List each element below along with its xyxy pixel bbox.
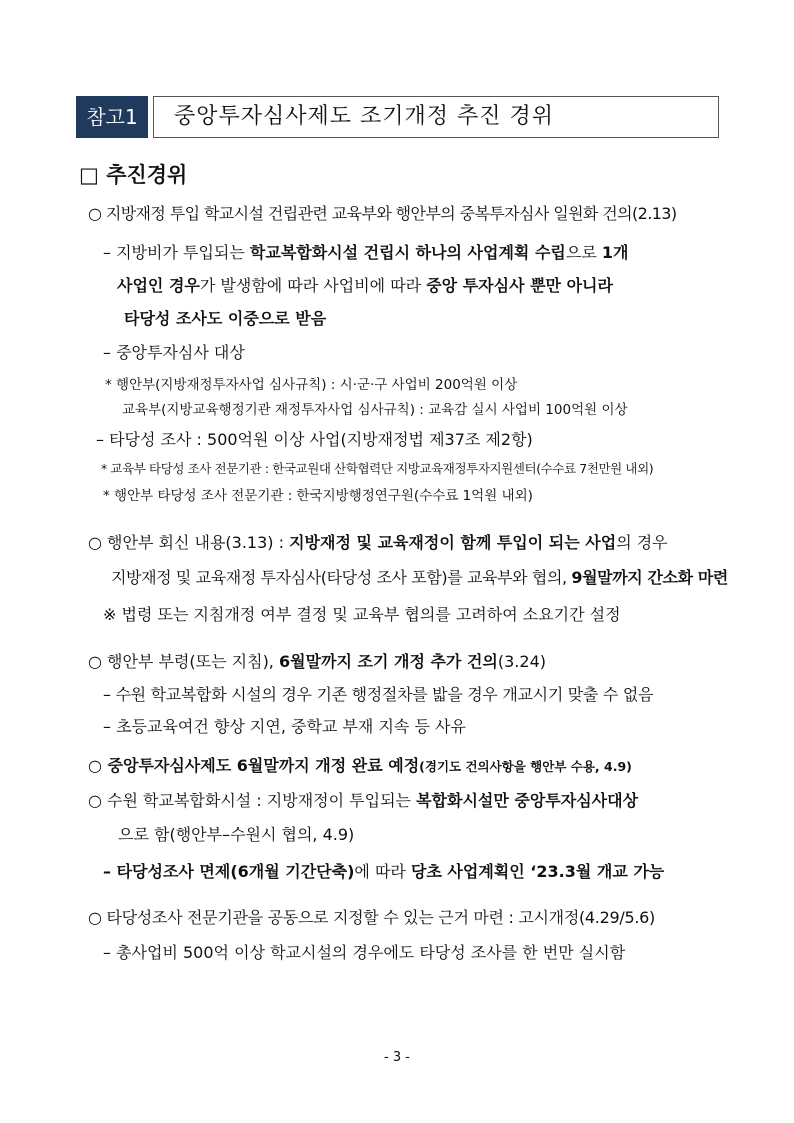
text-bold: 1개	[601, 243, 629, 262]
note-1: * 행안부(지방재정투자사업 심사규칙) : 시·군·구 사업비 200억원 이상	[105, 377, 518, 393]
text: 지방재정 및 교육재정 투자심사(타당성 조사 포함)를 교육부와 협의,	[111, 568, 572, 587]
item-6-sub-1: – 총사업비 500억 이상 학교시설의 경우에도 타당성 조사를 한 번만 실시함	[103, 943, 626, 962]
text: – 지방비가 투입되는	[103, 243, 250, 262]
note-2: 교육부(지방교육행정기관 재정투자사업 심사규칙) : 교육감 실시 사업비 100억원 이상	[122, 402, 628, 418]
item-2-cont	[111, 568, 728, 588]
item-3-sub-1: – 수원 학교복합화 시설의 경우 기존 행정절차를 밟을 경우 개교시기 맞출 수 없음	[103, 685, 654, 704]
text: (3.24)	[497, 652, 546, 671]
item-2	[88, 533, 668, 553]
text: 에 따라	[354, 862, 411, 881]
item-1-sub-1-cont	[117, 276, 613, 296]
text-bold: 복합화시설만 중앙투자심사대상	[416, 791, 639, 810]
item-5-cont: 으로 함(행안부–수원시 협의, 4.9)	[118, 825, 355, 844]
item-1: ○ 지방재정 투입 학교시설 건립관련 교육부와 행안부의 중복투자심사 일원화 건의(2.13)	[88, 204, 677, 223]
item-6: ○ 타당성조사 전문기관을 공동으로 지정할 수 있는 근거 마련 : 고시개정(4.29/5.6)	[88, 908, 655, 927]
item-2-note: ※ 법령 또는 지침개정 여부 결정 및 교육부 협의를 고려하여 소요기간 설정	[103, 605, 621, 624]
item-1-sub-3: – 타당성 조사 : 500억원 이상 사업(지방재정법 제37조 제2항)	[96, 430, 533, 449]
text-bold: (경기도 건의사항을 행안부 수용, 4.9)	[419, 759, 632, 774]
text: 의 경우	[616, 533, 668, 552]
text-bold: 지방재정 및 교육재정이 함께 투입이 되는 사업	[289, 533, 617, 552]
text: ○ 행안부 회신 내용(3.13) :	[88, 533, 290, 552]
text-bold: 사업인 경우	[117, 276, 200, 295]
item-1-sub-2: – 중앙투자심사 대상	[103, 343, 245, 362]
item-3-sub-2: – 초등교육여건 향상 지연, 중학교 부재 지속 등 사유	[103, 717, 466, 736]
section-title: □ 추진경위	[79, 162, 188, 187]
note-3: * 교육부 타당성 조사 전문기관 : 한국교원대 산학협력단 지방교육재정투자지원센터(수수료 7천만원 내외)	[101, 461, 654, 476]
reference-header	[76, 96, 719, 138]
page-number: - 3 -	[384, 1050, 410, 1065]
text-bold: ○ 중앙투자심사제도 6월말까지 개정 완료 예정	[88, 756, 420, 775]
text-bold: 6월말까지 조기 개정 추가 건의	[278, 652, 498, 671]
item-1-sub-1-end: 타당성 조사도 이중으로 받음	[124, 309, 327, 328]
text: 가 발생함에 따라 사업비에 따라	[199, 276, 427, 295]
text-bold: 학교복합화시설 건립시 하나의 사업계획 수립	[249, 243, 566, 262]
item-4	[88, 756, 632, 777]
text-bold: 당초 사업계획인 ‘23.3월 개교 가능	[410, 862, 665, 881]
text-bold: – 타당성조사 면제(6개월 기간단축)	[103, 862, 355, 881]
item-1-sub-1	[103, 243, 628, 263]
text: ○ 행안부 부령(또는 지침),	[88, 652, 279, 671]
reference-tag: 참고1	[76, 96, 148, 138]
page-title: 중앙투자심사제도 조기개정 추진 경위	[153, 96, 719, 138]
item-3	[88, 652, 546, 672]
text: ○ 수원 학교복합화시설 : 지방재정이 투입되는	[88, 791, 417, 810]
item-5-sub-1	[103, 862, 664, 882]
note-4: * 행안부 타당성 조사 전문기관 : 한국지방행정연구원(수수료 1억원 내외)	[103, 488, 533, 504]
item-5	[88, 791, 638, 811]
text-bold: 중앙 투자심사 뿐만 아니라	[426, 276, 613, 295]
text-bold: 9월말까지 간소화 마련	[571, 568, 728, 587]
text: 으로	[565, 243, 602, 262]
